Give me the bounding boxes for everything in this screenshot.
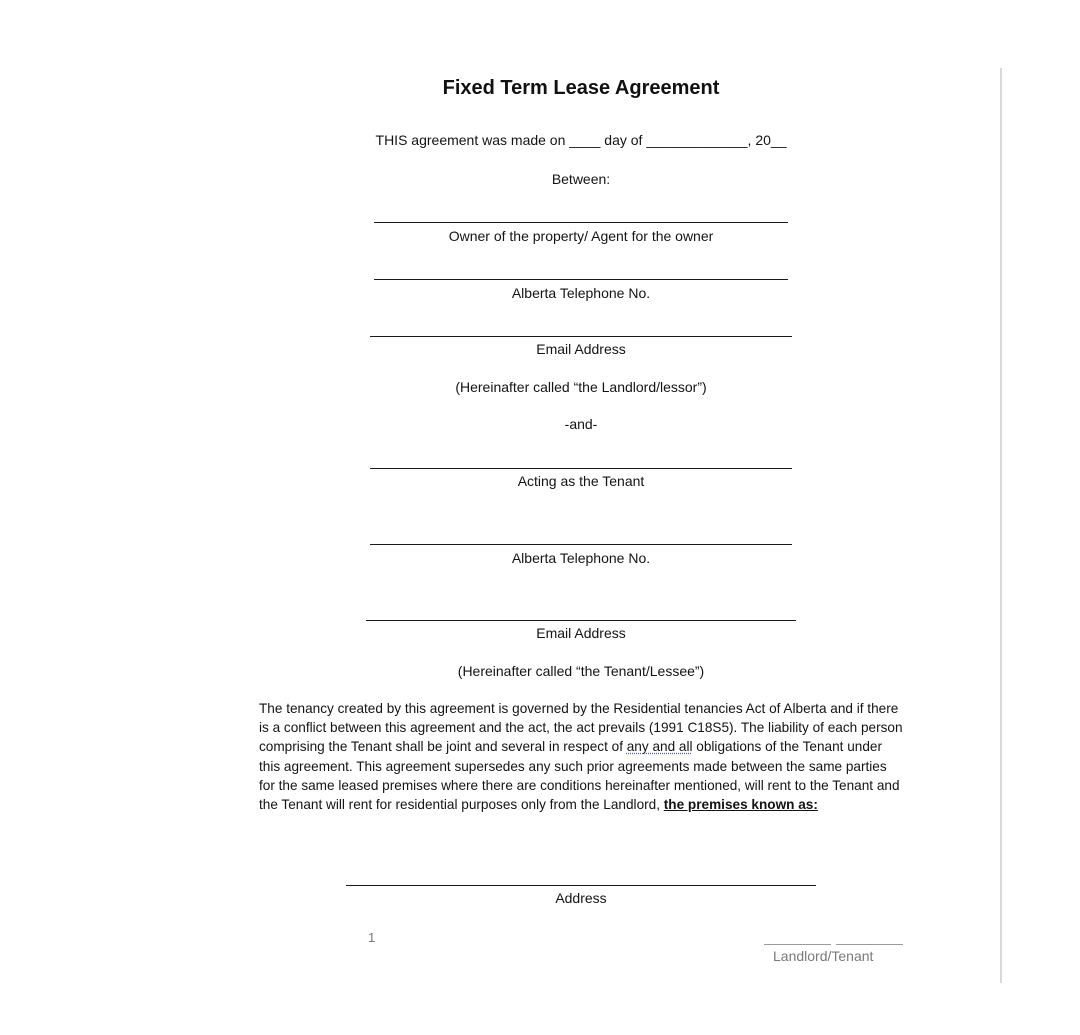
document-title: Fixed Term Lease Agreement	[442, 77, 720, 99]
landlord-phone-label: Alberta Telephone No.	[511, 285, 651, 301]
page-edge-divider	[1000, 68, 1002, 983]
landlord-designation: (Hereinafter called “the Landlord/lessor”)	[455, 379, 707, 395]
landlord-name-label: Owner of the property/ Agent for the owner	[448, 228, 714, 244]
tenant-initials-line[interactable]	[836, 944, 903, 945]
tenant-phone-label: Alberta Telephone No.	[511, 550, 651, 566]
address-line[interactable]	[346, 885, 816, 886]
landlord-initials-line[interactable]	[764, 944, 831, 945]
paragraph-dotted-phrase: any and all	[626, 739, 693, 755]
landlord-email-line[interactable]	[370, 336, 792, 337]
initials-label: Landlord/Tenant	[773, 948, 874, 964]
between-label: Between:	[551, 171, 611, 187]
agreement-date-line: THIS agreement was made on ____ day of _____________, 20__	[375, 132, 787, 148]
landlord-name-line[interactable]	[374, 222, 788, 223]
tenant-designation: (Hereinafter called “the Tenant/Lessee”)	[457, 663, 705, 679]
page-number: 1	[368, 930, 376, 945]
tenant-name-line[interactable]	[370, 468, 792, 469]
paragraph-text-2: obligations of the Tenant under this agreement. This agreement supersedes any such prior agreements made between the same parties for the same leased premises where there are conditions hereinafter mentioned, will rent to the Tenant and the Tenant will rent for residential purposes only from the Landlord,	[259, 739, 900, 813]
tenant-name-label: Acting as the Tenant	[517, 473, 645, 489]
address-label: Address	[555, 890, 607, 906]
premises-known-as: the premises known as:	[663, 797, 818, 813]
and-separator: -and-	[564, 416, 598, 432]
landlord-phone-line[interactable]	[374, 279, 788, 280]
tenant-email-label: Email Address	[536, 625, 626, 641]
tenant-phone-line[interactable]	[370, 544, 792, 545]
paragraph-text-1: The tenancy created by this agreement is governed by the Residential tenancies Act of Alberta and if there is a conflict between this agreement and the act, the act prevails (1991 C18S5). The liability of each person comprising the Tenant shall be joint and several in respect of	[259, 701, 903, 755]
tenant-email-line[interactable]	[366, 620, 796, 621]
governing-law-paragraph	[259, 699, 904, 814]
landlord-email-label: Email Address	[536, 341, 626, 357]
